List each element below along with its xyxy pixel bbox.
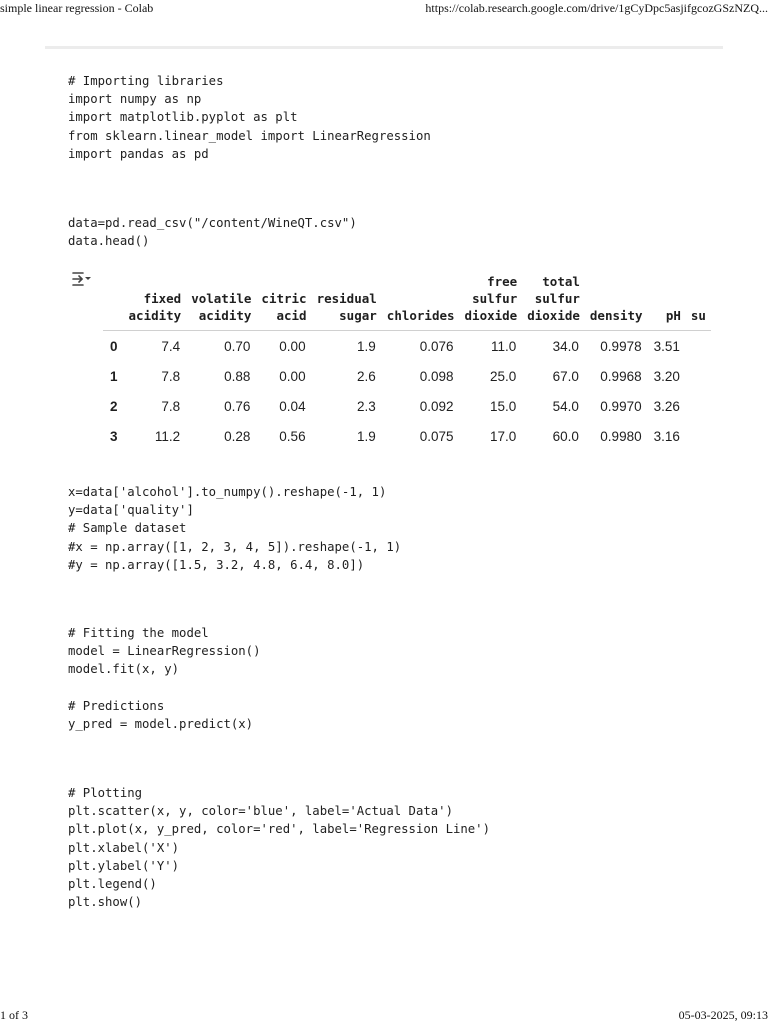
table-cell: 0.076	[419, 338, 454, 354]
column-header-text: acidity	[198, 308, 252, 323]
column-header-text: sugar	[339, 308, 377, 323]
table-cell: 3.20	[653, 368, 680, 384]
notebook-top-divider	[45, 46, 723, 49]
column-header-sulphates	[686, 271, 711, 331]
table-cell: 25.0	[489, 368, 517, 384]
column-header-chlorides	[382, 271, 460, 331]
table-cell: 0.9980	[600, 428, 642, 444]
table-cell: 3.26	[653, 398, 680, 414]
table-cell: 11.0	[490, 338, 517, 354]
row-index: 0	[110, 338, 118, 354]
code-cell-fit-predict[interactable]: # Fitting the model model = LinearRegression() model.fit(x, y) # Predictions y_pred = model.predict(x)	[68, 626, 261, 732]
print-url[interactable]: https://colab.research.google.com/drive/1gCyDpc5asjifgcozGSzNZQ...	[425, 1, 768, 15]
column-header-text: dioxide	[464, 308, 518, 323]
table-row	[103, 391, 711, 421]
column-header-text: acidity	[128, 308, 182, 323]
table-cell: 1.9	[357, 428, 376, 444]
table-cell: 7.4	[161, 338, 181, 354]
column-header-text: total	[542, 274, 580, 289]
dataframe-output-table	[103, 271, 711, 451]
column-header-volatile-acidity	[186, 271, 256, 331]
table-cell: 15.0	[489, 398, 517, 414]
dataframe-body	[103, 331, 711, 452]
column-header-text: sulfur	[534, 291, 580, 306]
print-date: 05-03-2025, 09:13	[678, 1008, 768, 1022]
print-footer	[0, 1008, 768, 1024]
column-header-text: volatile	[191, 291, 252, 306]
code-cell-features[interactable]: x=data['alcohol'].to_numpy().reshape(-1, 1) y=data['quality'] # Sample dataset #x = np.array([1, 2, 3, 4, 5]).reshape(-1, 1) #y = np.array([1.5, 3.2, 4.8, 6.4, 8.0])	[68, 485, 402, 572]
table-cell: 11.2	[154, 428, 181, 444]
table-cell-clipped	[686, 361, 711, 391]
table-cell: 0.04	[279, 398, 306, 414]
column-header-text: fixed	[143, 291, 182, 306]
code-cell-imports[interactable]: # Importing libraries import numpy as np import matplotlib.pyplot as plt from sklearn.linear_model import LinearRegression import pandas as pd	[68, 74, 431, 161]
table-cell: 0.075	[419, 428, 454, 444]
column-header-text: density	[589, 308, 643, 323]
table-cell: 34.0	[552, 338, 579, 354]
column-header-text: sulfur	[472, 291, 518, 306]
table-cell: 1.9	[357, 338, 376, 354]
table-row	[103, 331, 711, 362]
column-header-text: pH	[665, 308, 681, 323]
table-cell: 7.8	[161, 368, 181, 384]
table-cell: 0.88	[224, 368, 251, 384]
table-cell: 0.28	[224, 428, 251, 444]
print-header	[0, 0, 768, 16]
column-header-residual-sugar	[312, 271, 382, 331]
table-cell: 0.9968	[600, 368, 642, 384]
column-header-text: chlorides	[386, 308, 455, 323]
column-header-text: su	[690, 308, 706, 323]
table-cell: 0.092	[419, 398, 454, 414]
table-cell-clipped	[686, 421, 711, 451]
table-cell: 54.0	[552, 398, 579, 414]
table-cell: 0.00	[279, 368, 306, 384]
column-header-ph	[648, 271, 686, 331]
table-row	[103, 361, 711, 391]
table-cell: 0.00	[279, 338, 306, 354]
dataframe-index-header	[103, 271, 124, 331]
column-header-text: citric	[261, 291, 307, 306]
table-cell: 60.0	[552, 428, 579, 444]
table-cell: 0.76	[224, 398, 251, 414]
table-cell: 3.16	[653, 428, 680, 444]
column-header-free-sulfur-dioxide	[460, 271, 523, 331]
column-header-total-sulfur-dioxide	[522, 271, 585, 331]
table-cell: 67.0	[552, 368, 579, 384]
row-index: 3	[110, 428, 118, 444]
row-index: 1	[110, 368, 118, 384]
table-cell: 0.9978	[600, 338, 642, 354]
column-header-text: free	[487, 274, 518, 289]
table-cell: 3.51	[653, 338, 680, 354]
page-number: 1 of 3	[0, 1008, 28, 1022]
print-title: simple linear regression - Colab	[0, 1, 154, 15]
table-cell: 0.70	[224, 338, 251, 354]
column-header-text: dioxide	[527, 308, 580, 323]
column-header-density	[585, 271, 648, 331]
table-cell: 7.8	[161, 398, 181, 414]
table-cell-clipped	[686, 331, 711, 362]
dataframe-header-row	[103, 271, 711, 331]
column-header-citric-acid	[256, 271, 311, 331]
code-cell-read-csv[interactable]: data=pd.read_csv("/content/WineQT.csv") data.head()	[68, 216, 357, 249]
table-cell: 0.9970	[600, 398, 642, 414]
row-index: 2	[110, 398, 118, 414]
table-row	[103, 421, 711, 451]
code-cell-plotting[interactable]: # Plotting plt.scatter(x, y, color='blue', label='Actual Data') plt.plot(x, y_pred, color='red', label='Regression Line') plt.xlabel('X') plt.ylabel('Y') plt.legend() plt.show()	[68, 786, 490, 910]
table-cell: 2.3	[357, 398, 376, 414]
table-cell: 0.56	[279, 428, 306, 444]
table-cell: 17.0	[489, 428, 517, 444]
table-cell-clipped	[686, 391, 711, 421]
table-cell: 2.6	[357, 368, 376, 384]
output-toggle-icon[interactable]	[70, 268, 92, 290]
table-cell: 0.098	[419, 368, 454, 384]
column-header-fixed-acidity	[124, 271, 187, 331]
column-header-text: acid	[276, 308, 307, 323]
column-header-text: residual	[316, 291, 377, 306]
